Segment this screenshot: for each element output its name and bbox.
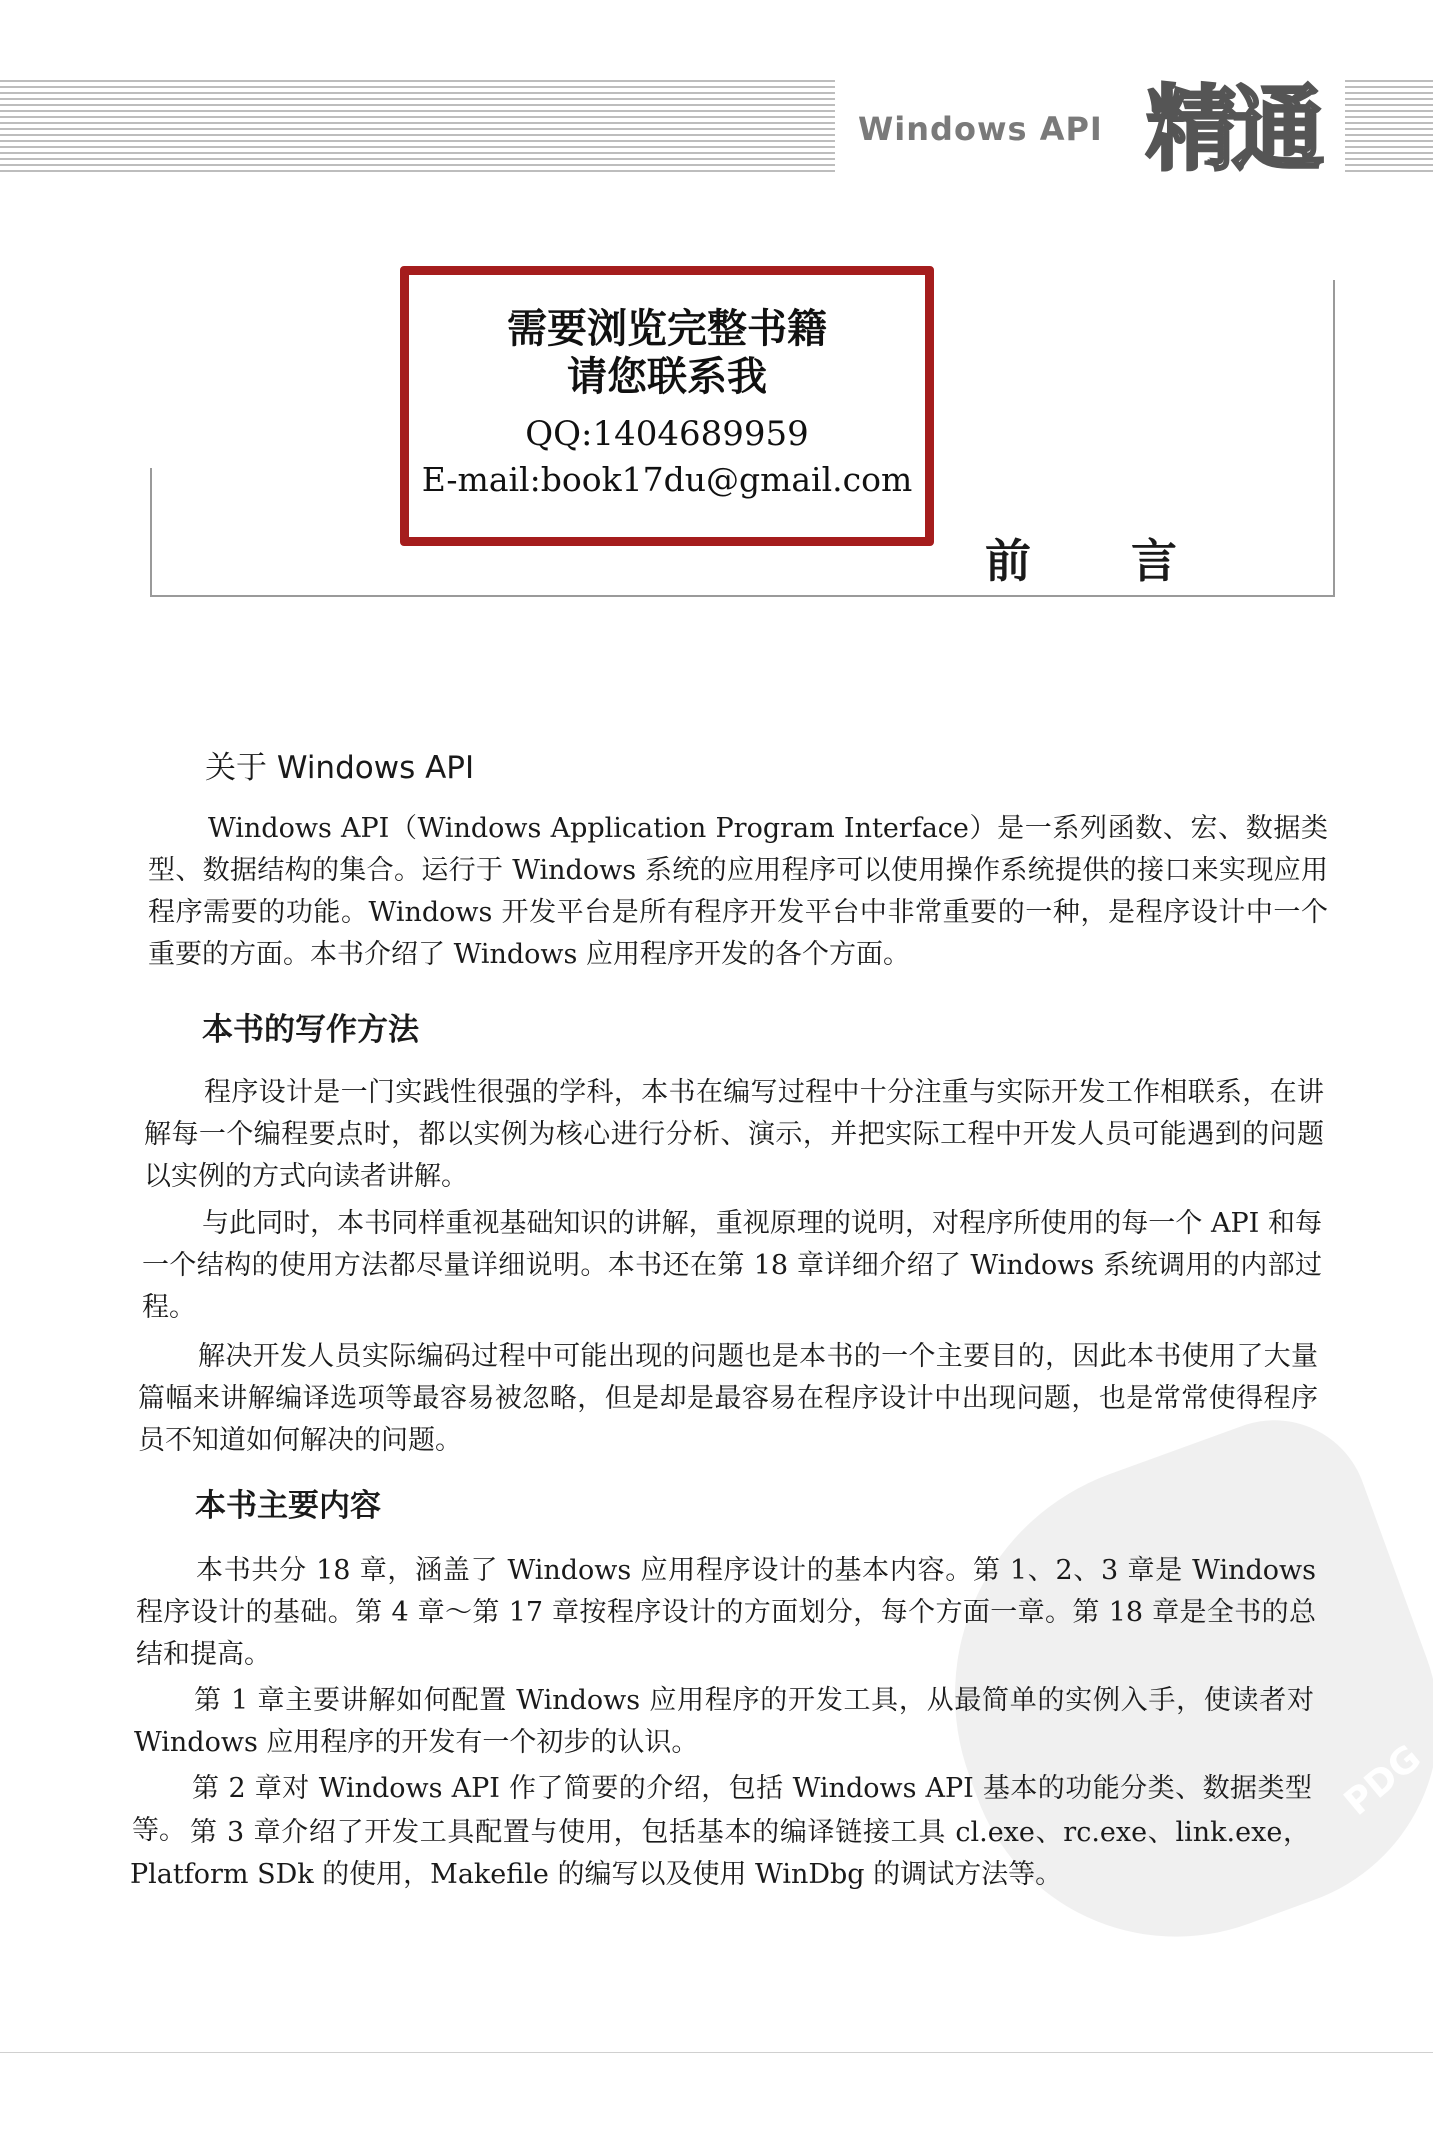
watermark-label: PDG	[1336, 1737, 1429, 1824]
chapter-title: 前言	[985, 534, 1277, 588]
series-logo-text: 精通	[1140, 80, 1324, 180]
section-heading: 本书主要内容	[195, 1488, 381, 1524]
series-title: Windows API	[850, 110, 1111, 148]
header-stripes-right	[1345, 80, 1433, 172]
chapter-frame-left-edge	[150, 468, 152, 596]
contact-stamp	[400, 266, 934, 546]
paragraph: 本书共分 18 章，涵盖了 Windows 应用程序设计的基本内容。第 1、2、3 章是 Windows 程序设计的基础。第 4 章～第 17 章按程序设计的方面划分，每个方面一章。第 18 章是全书的总结和提高。	[136, 1555, 1316, 1670]
bottom-rule	[0, 2052, 1433, 2053]
paragraph: 解决开发人员实际编码过程中可能出现的问题也是本书的一个主要目的，因此本书使用了大量篇幅来讲解编译选项等最容易被忽略，但是却是最容易在程序设计中出现问题，也是常常使得程序员不知道如何解决的问题。	[138, 1341, 1318, 1456]
section-heading: 本书的写作方法	[202, 1012, 419, 1048]
stamp-email: E-mail:book17du@gmail.com	[421, 460, 913, 499]
stamp-qq: QQ:1404689959	[525, 414, 809, 454]
paragraph: 程序设计是一门实践性很强的学科，本书在编写过程中十分注重与实际开发工作相联系，在讲解每一个编程要点时，都以实例为核心进行分析、演示，并把实际工程中开发人员可能遇到的问题以实例的方式向读者讲解。	[144, 1077, 1324, 1192]
stamp-line-1: 需要浏览完整书籍	[507, 306, 827, 352]
paragraph: Windows API（Windows Application Program Interface）是一系列函数、宏、数据类型、数据结构的集合。运行于 Windows 系统的应用程序可以使用操作系统提供的接口来实现应用程序需要的功能。Windows 开发平台是所有程序开发平台中非常重要的一种，是程序设计中一个重要的方面。本书介绍了 Windows 应用程序开发的各个方面。	[148, 813, 1328, 970]
paragraph: 第 2 章对 Windows API 作了简要的介绍，包括 Windows API 基本的功能分类、数据类型等。	[132, 1773, 1312, 1846]
section-heading: 关于 Windows API	[205, 750, 475, 786]
paragraph: 第 3 章介绍了开发工具配置与使用，包括基本的编译链接工具 cl.exe、rc.exe、link.exe，Platform SDk 的使用，Makefile 的编写以及使用 WinDbg 的调试方法等。	[130, 1817, 1310, 1890]
stamp-line-2: 请您联系我	[567, 354, 767, 400]
header-stripes-left	[0, 80, 835, 172]
paragraph: 第 1 章主要讲解如何配置 Windows 应用程序的开发工具，从最简单的实例入手，使读者对 Windows 应用程序的开发有一个初步的认识。	[134, 1685, 1314, 1758]
paragraph: 与此同时，本书同样重视基础知识的讲解，重视原理的说明，对程序所使用的每一个 API 和每一个结构的使用方法都尽量详细说明。本书还在第 18 章详细介绍了 Windows 系统调用的内部过程。	[142, 1208, 1322, 1323]
